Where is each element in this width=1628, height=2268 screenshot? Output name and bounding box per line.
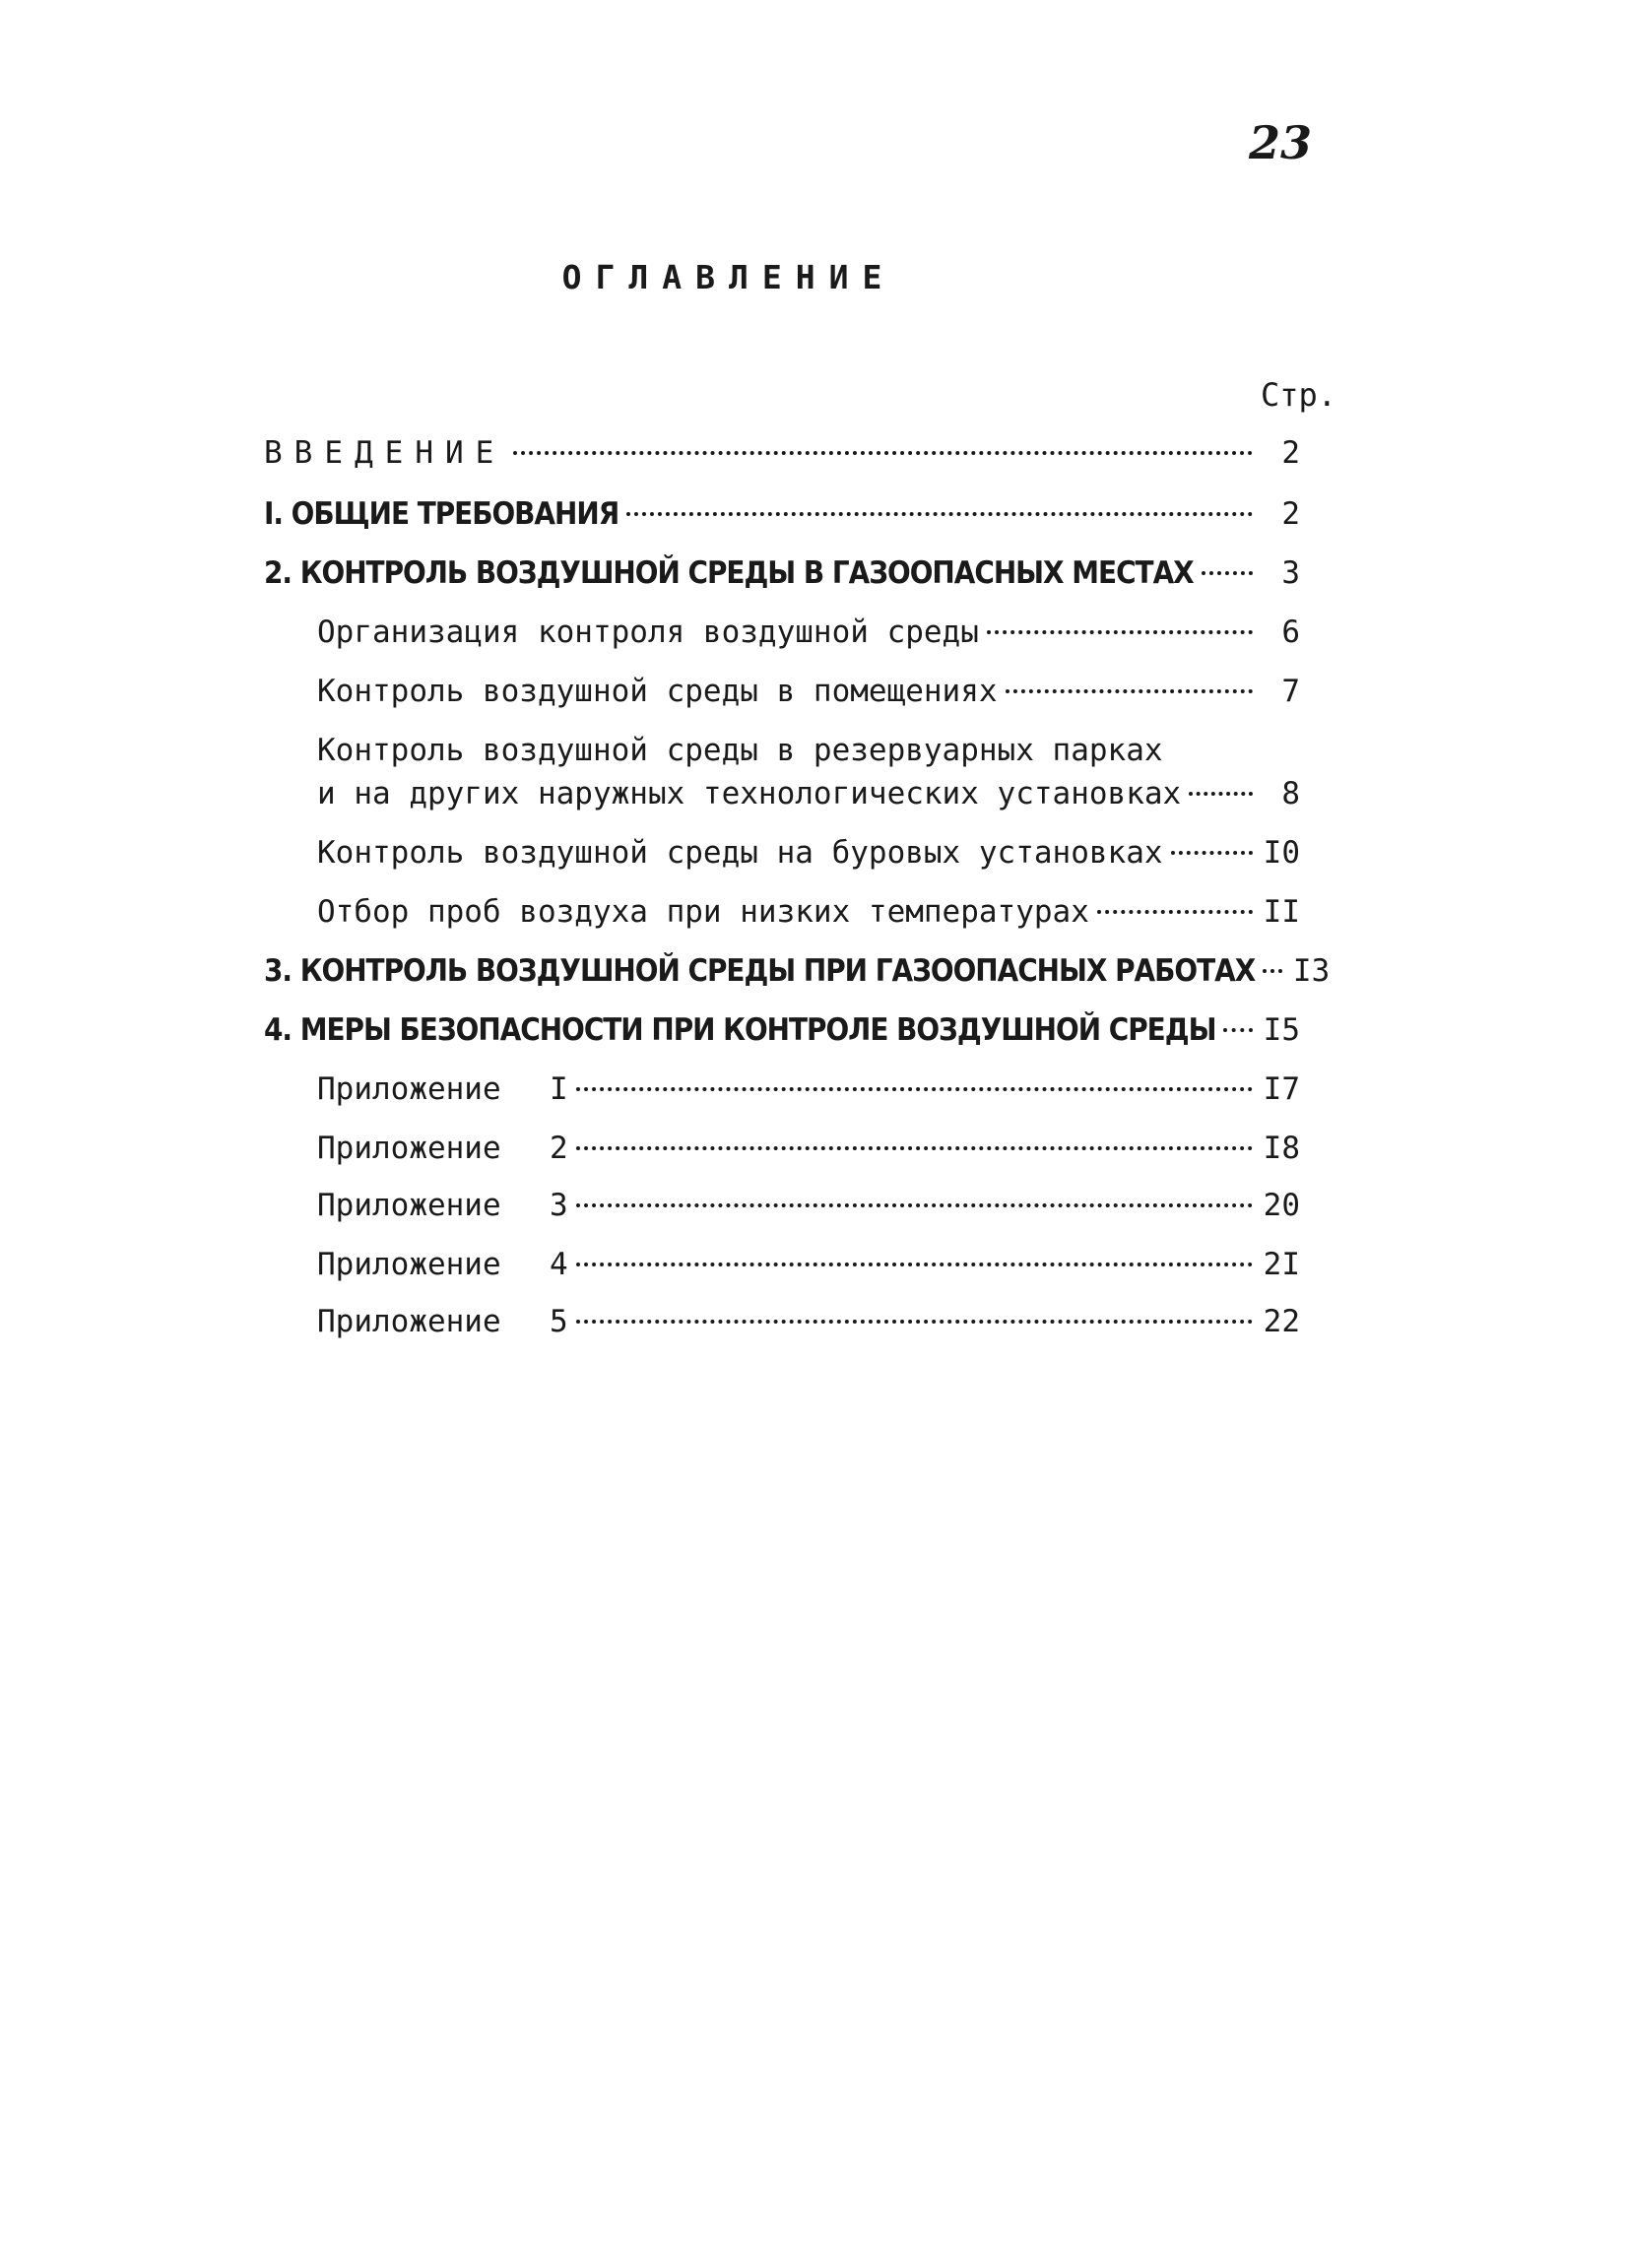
toc-entry-label: 4. МЕРЫ БЕЗОПАСНОСТИ ПРИ КОНТРОЛЕ ВОЗДУШНОЙ СРЕДЫ [264,1012,1216,1048]
toc-entry-section-1[interactable] [264,492,1300,536]
dot-leader [513,451,1253,455]
toc-entry-page: I8 [1263,1131,1300,1166]
page-title: ОГЛАВЛЕНИЕ [561,258,896,296]
toc-entry-page: 3 [1281,555,1300,591]
toc-entry-section-3[interactable] [264,949,1331,993]
toc-entry-page: I5 [1263,1012,1300,1048]
dot-leader [576,1203,1253,1207]
toc-entry-page: 2 [1281,496,1300,532]
toc-entry-page: 20 [1263,1188,1300,1223]
toc-entry-page: 8 [1281,776,1300,811]
toc-entry-subsection-indoor[interactable] [317,670,1300,713]
toc-entry-label: Организация контроля воздушной среды [317,615,979,650]
page-number: 23 [1249,116,1313,169]
toc-entry-label: Приложение 3 [317,1188,568,1223]
toc-entry-label: ВВЕДЕНИЕ [264,435,506,471]
toc-entry-label: Отбор проб воздуха при низких температурах [317,894,1089,930]
dot-leader [1097,910,1253,914]
toc-entry-label-line2: и на других наружных технологических установках [317,776,1182,811]
dot-leader [626,512,1253,516]
toc-entry-page: 2I [1263,1247,1300,1282]
toc-entry-label: Приложение 5 [317,1304,568,1339]
dot-leader [1006,689,1253,693]
toc-entry-section-2[interactable] [264,551,1300,595]
toc-entry-subsection-organization[interactable] [317,611,1300,654]
toc-entry-subsection-drilling[interactable] [317,831,1300,875]
dot-leader [1223,1028,1253,1032]
toc-entry-page: II [1263,894,1300,930]
dot-leader [576,1320,1253,1324]
toc-entry-label: Приложение 2 [317,1131,568,1166]
toc-entry-introduction[interactable] [264,431,1300,475]
dot-leader [576,1087,1253,1091]
toc-entry-page: 7 [1281,674,1300,709]
toc-entry-subsection-sampling[interactable] [317,890,1300,934]
toc-entry-page: I3 [1292,953,1331,989]
toc-entry-page: I0 [1263,835,1300,871]
toc-entry-subsection-tank-farms[interactable] [317,772,1300,815]
toc-entry-appendix-3[interactable] [317,1184,1300,1227]
dot-leader [1189,792,1253,796]
toc-entry-label: I. ОБЩИЕ ТРЕБОВАНИЯ [264,496,619,532]
toc-entry-label-line1: Контроль воздушной среды в резервуарных парках [317,733,1163,768]
dot-leader [1171,851,1253,855]
dot-leader [987,630,1253,634]
toc-entry-page: 6 [1281,615,1300,650]
toc-entry-appendix-2[interactable] [317,1127,1300,1170]
dot-leader [576,1146,1253,1150]
toc-entry-label: 3. КОНТРОЛЬ ВОЗДУШНОЙ СРЕДЫ ПРИ ГАЗООПАСНЫХ РАБОТАХ [264,953,1256,989]
dot-leader [1202,571,1253,575]
toc-entry-appendix-5[interactable] [317,1300,1300,1343]
dot-leader [1263,969,1282,973]
toc-entry-appendix-4[interactable] [317,1243,1300,1286]
toc-entry-page: I7 [1263,1071,1300,1107]
toc-entry-label: Контроль воздушной среды на буровых установках [317,835,1163,871]
toc-entry-label: Приложение 4 [317,1247,568,1282]
page-column-header: Стр. [1261,376,1337,414]
toc-entry-label: 2. КОНТРОЛЬ ВОЗДУШНОЙ СРЕДЫ В ГАЗООПАСНЫХ МЕСТАХ [264,555,1194,591]
dot-leader [576,1263,1253,1266]
toc-entry-label: Приложение I [317,1071,568,1107]
toc-entry-page: 22 [1263,1304,1300,1339]
toc-entry-page: 2 [1281,435,1300,471]
toc-entry-section-4[interactable] [264,1008,1300,1052]
toc-entry-appendix-1[interactable] [317,1068,1300,1111]
toc-entry-label: Контроль воздушной среды в помещениях [317,674,998,709]
